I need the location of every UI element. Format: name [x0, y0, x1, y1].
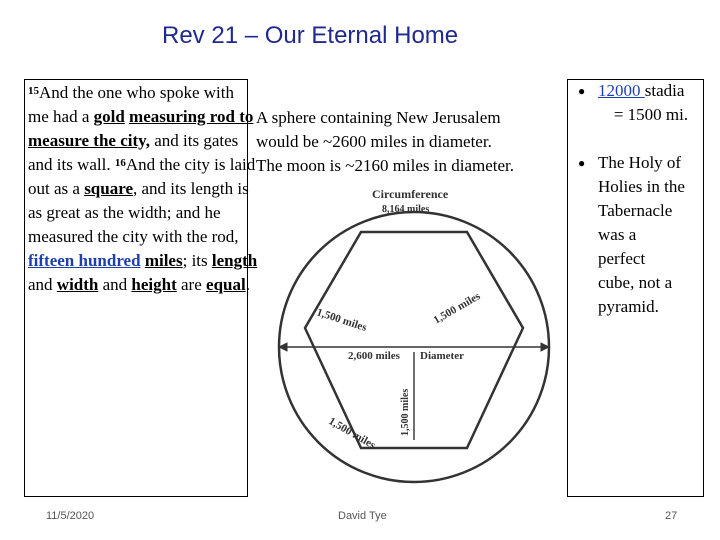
- emphasis-width: width: [56, 275, 99, 294]
- holy-line: Tabernacle: [598, 201, 673, 220]
- diameter-label: Diameter: [420, 350, 464, 362]
- stadia-word: stadia: [644, 81, 685, 100]
- sphere-note-line: The moon is ~2160 miles in diameter.: [256, 156, 515, 175]
- emphasis-equal: equal: [206, 275, 246, 294]
- verse-number: 16: [114, 157, 126, 169]
- emphasis-fifteen-hundred: fifteen hundred: [28, 251, 141, 270]
- emphasis-miles: miles: [144, 251, 183, 270]
- holy-line: was a: [598, 225, 637, 244]
- edge-right-label: 1,500 miles: [431, 290, 483, 327]
- sphere-note-line: would be ~2600 miles in diameter.: [256, 132, 492, 151]
- scripture-segment: And the one who spoke with me had a: [28, 83, 235, 126]
- verse-number: 15: [28, 85, 39, 97]
- emphasis-square: square: [84, 179, 133, 198]
- scripture-segment: and: [28, 275, 57, 294]
- stadia-conversion: = 1500 mi.: [613, 105, 689, 124]
- bullet-dot-icon: ●: [578, 84, 586, 98]
- emphasis-measuring-rod: measuring rod to: [129, 107, 254, 126]
- edge-left-label: 1,500 miles: [315, 306, 369, 334]
- scripture-segment: , and its length is as great as the width; and he measured the city with the rod,: [28, 179, 249, 246]
- bullet-list: [574, 79, 704, 319]
- vertical-edge-label: 1,500 miles: [400, 388, 411, 436]
- slide-title: Rev 21 – Our Eternal Home: [162, 22, 459, 49]
- scripture-segment: ; its: [182, 251, 212, 270]
- holy-line: pyramid.: [598, 297, 659, 316]
- footer-author: David Tye: [338, 510, 387, 522]
- emphasis-measure-city: measure the city,: [28, 131, 150, 150]
- emphasis-length: length: [211, 251, 258, 270]
- emphasis-gold: gold: [93, 107, 125, 126]
- scripture-segment: are: [176, 275, 207, 294]
- bullet-item-holy-of-holies: [574, 151, 704, 319]
- holy-line: Holies in the: [598, 177, 685, 196]
- scripture-segment: and its gates and its wall.: [28, 131, 239, 174]
- circumference-value: 8,164 miles: [382, 204, 430, 215]
- holy-line: perfect: [598, 249, 646, 268]
- stadia-number: 12000: [598, 81, 645, 100]
- edge-bottom-label: 1,500 miles: [326, 415, 378, 452]
- bullet-item-stadia: [574, 79, 704, 127]
- scripture-segment: and: [98, 275, 132, 294]
- circumference-label: Circumference: [372, 187, 449, 201]
- sphere-note-line: A sphere containing New Jerusalem: [256, 108, 501, 127]
- footer-date: 11/5/2020: [46, 510, 95, 522]
- holy-line: The Holy of: [598, 153, 682, 172]
- diameter-value: 2,600 miles: [348, 350, 400, 362]
- bullet-dot-icon: ●: [578, 156, 586, 170]
- footer-page-number: 27: [665, 510, 678, 522]
- scripture-segment: .: [245, 275, 250, 294]
- emphasis-height: height: [131, 275, 177, 294]
- holy-line: cube, not a: [598, 273, 673, 292]
- scripture-segment: And the city is laid out as a: [28, 155, 256, 198]
